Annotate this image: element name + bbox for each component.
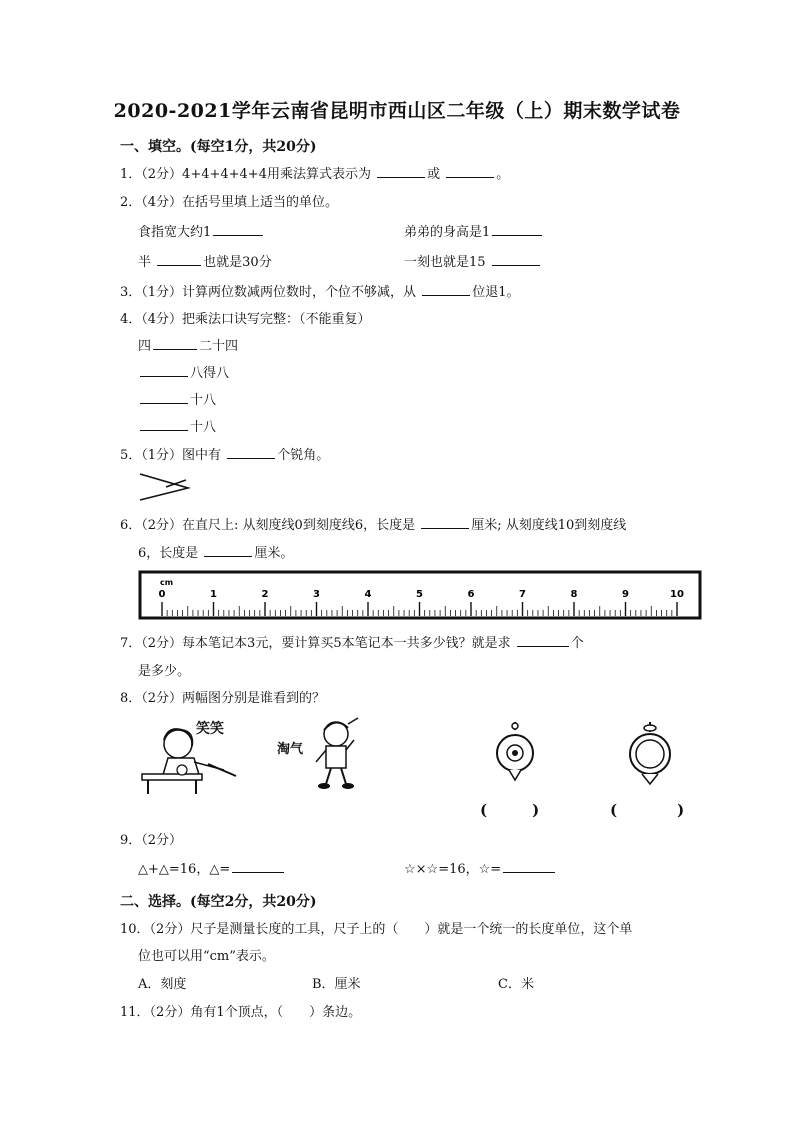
question-9-triangle: △+△=16，△= <box>138 858 286 877</box>
question-2-item-b: 弟弟的身高是1 <box>404 221 544 240</box>
question-9: 9．（2分） <box>120 833 183 848</box>
question-9-star: ☆×☆=16，☆= <box>404 858 557 877</box>
teapot-top-view-2 <box>626 720 674 786</box>
ruler-tick-label: 0 <box>158 589 166 600</box>
question-3: 3．（1分）计算两位数减两位数时，个位不够减，从 位退1。 <box>120 285 520 300</box>
ruler-tick-label: 10 <box>670 589 684 600</box>
angle-figure <box>138 470 194 504</box>
answer-blank[interactable] <box>503 860 555 873</box>
option-a[interactable]: A．刻度 <box>138 977 187 992</box>
ruler-tick-label: 2 <box>261 589 269 600</box>
answer-blank[interactable] <box>492 223 542 236</box>
boy-standing-illustration <box>306 714 366 794</box>
question-11: 11．（2分）角有1个顶点，（ ）条边。 <box>120 1005 362 1020</box>
multiplication-line-4: 十八 <box>138 416 216 435</box>
question-7-line-1: 7．（2分）每本笔记本3元，要计算买5本笔记本一共多少钱？就是求 个 <box>120 636 584 651</box>
answer-blank[interactable] <box>422 283 470 296</box>
question-5: 5．（1分）图中有 个锐角。 <box>120 448 330 463</box>
answer-blank[interactable] <box>232 860 284 873</box>
option-c[interactable]: C．米 <box>498 977 534 992</box>
page-title: 2020-2021学年云南省昆明市西山区二年级（上）期末数学试卷 <box>113 100 681 122</box>
answer-blank[interactable] <box>492 253 540 266</box>
answer-parentheses-1[interactable]: ( ) <box>480 801 540 819</box>
answer-blank[interactable] <box>213 223 263 236</box>
question-2-item-d: 一刻也就是15 <box>404 251 542 270</box>
answer-blank[interactable] <box>227 446 275 459</box>
ruler-tick-label: 7 <box>519 589 526 600</box>
ruler-tick-label: 1 <box>210 589 217 600</box>
multiplication-line-2: 八得八 <box>138 362 229 381</box>
multiplication-line-1: 四 二十四 <box>138 339 239 354</box>
question-7-line-2: 是多少。 <box>138 664 191 679</box>
answer-blank[interactable] <box>140 391 188 404</box>
section-1-heading: 一、填空。(每空1分，共20分) <box>120 139 317 155</box>
question-2-item-a: 食指宽大约1 <box>138 221 265 240</box>
ruler-tick-label: 8 <box>570 589 578 600</box>
question-2: 2．（4分）在括号里填上适当的单位。 <box>120 195 339 210</box>
ruler-figure <box>138 570 704 622</box>
ruler-tick-label: 6 <box>467 589 475 600</box>
answer-blank[interactable] <box>204 544 252 557</box>
option-b[interactable]: B．厘米 <box>312 977 361 992</box>
answer-blank[interactable] <box>517 634 569 647</box>
ruler-unit-label: cm <box>160 578 174 587</box>
character-name-taoqi: 淘气 <box>277 742 304 757</box>
answer-blank[interactable] <box>421 516 469 529</box>
character-name-xiaoxiao: 笑笑 <box>196 721 224 737</box>
ruler-tick-label: 3 <box>313 589 320 600</box>
question-6-line-1: 6．（2分）在直尺上: 从刻度线0到刻度线6，长度是 厘米; 从刻度线10到刻度线 <box>120 518 627 533</box>
question-2-item-c: 半 也就是30分 <box>138 255 272 270</box>
question-1: 1．（2分）4+4+4+4+4用乘法算式表示为 或 。 <box>120 167 510 182</box>
question-10-line-1: 10．（2分）尺子是测量长度的工具，尺子上的（ ）就是一个统一的长度单位，这个单 <box>120 922 633 937</box>
answer-blank[interactable] <box>377 165 425 178</box>
section-2-heading: 二、选择。(每空2分，共20分) <box>120 894 317 910</box>
answer-blank[interactable] <box>157 253 201 266</box>
ruler-tick-label: 4 <box>364 589 372 600</box>
question-8: 8．（2分）两幅图分别是谁看到的？ <box>120 691 326 706</box>
question-10-line-2: 位也可以用“cm”表示。 <box>138 949 275 964</box>
answer-parentheses-2[interactable]: ( ) <box>610 801 685 819</box>
multiplication-line-3: 十八 <box>138 389 216 408</box>
answer-blank[interactable] <box>446 165 494 178</box>
ruler-tick-label: 5 <box>416 589 423 600</box>
answer-blank[interactable] <box>140 364 188 377</box>
question-4: 4．（4分）把乘法口诀写完整：（不能重复） <box>120 312 371 327</box>
question-6-line-2: 6，长度是 厘米。 <box>138 546 294 561</box>
answer-blank[interactable] <box>140 418 188 431</box>
girl-at-table-illustration <box>138 718 248 798</box>
answer-blank[interactable] <box>153 337 197 350</box>
ruler-tick-label: 9 <box>622 589 629 600</box>
teapot-top-view-1 <box>494 720 536 786</box>
